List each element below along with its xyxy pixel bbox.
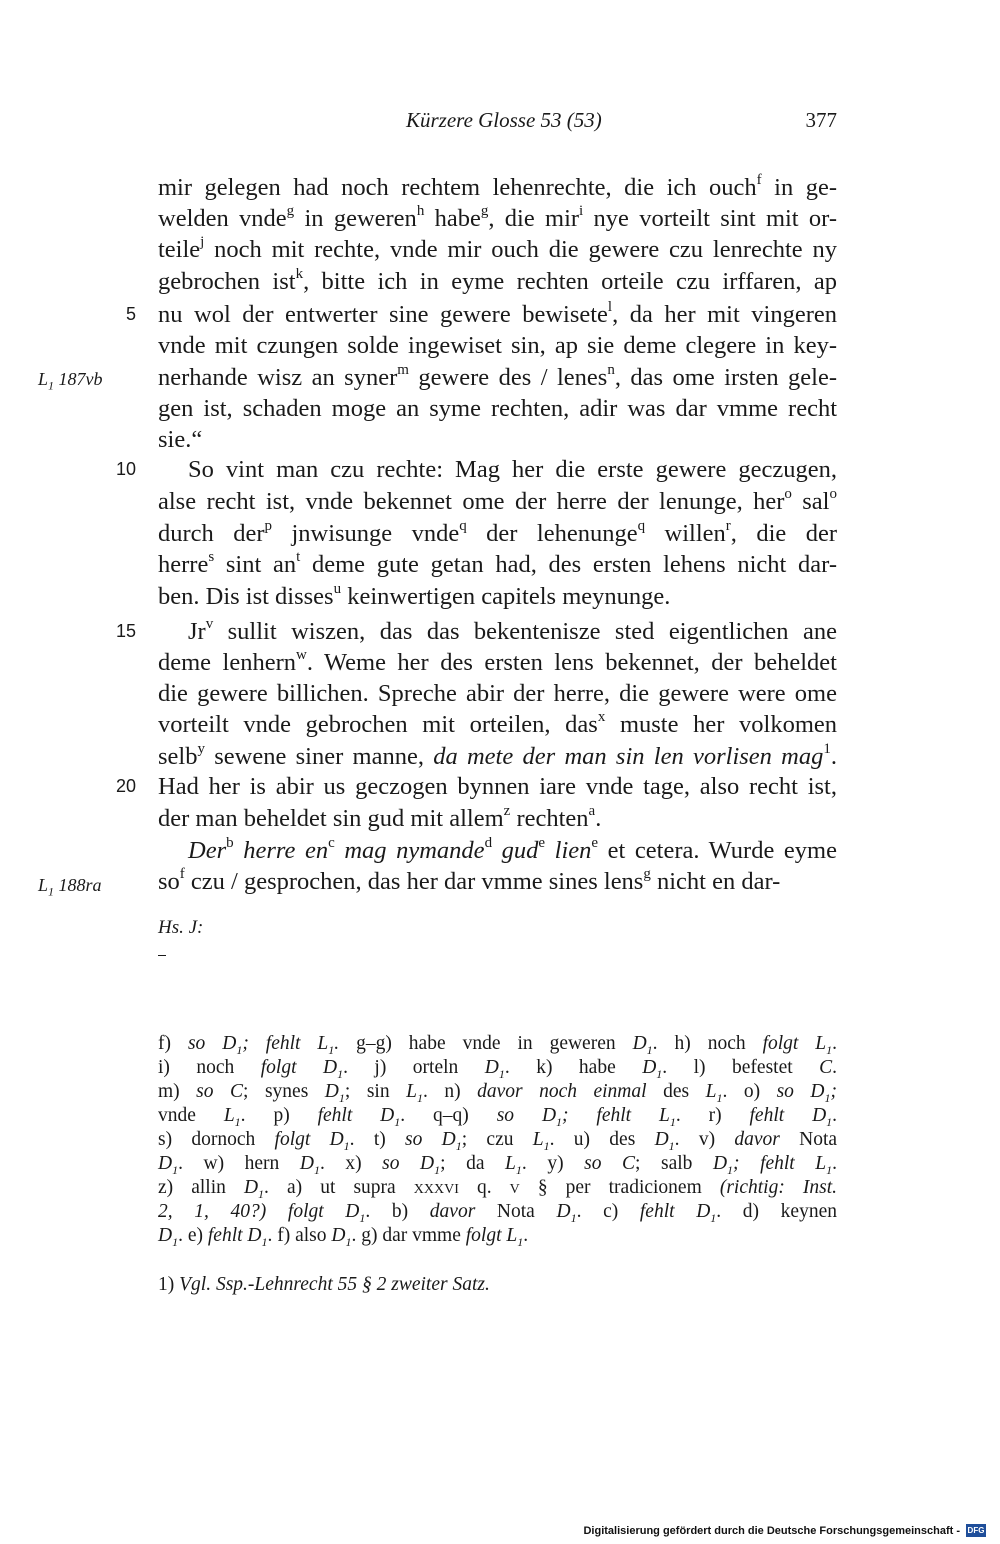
text-line: alse recht ist, vnde bekennet ome der herre der lenunge, her$^o$ sal$^o$ [158,485,837,515]
page-number: 377 [805,108,837,132]
text-line: der man beheldet sin gud mit allem$^z$ rechten$^a$. [158,802,602,832]
text-line: $so^f$ czu / gesprochen, das her dar vmme sines lens$^g$ nicht en dar- [158,865,781,895]
apparatus-line: m) so C; synes $D_1$; $\sin L_1$. n) davor noch einmal des $L_1$. o) so $D_1$; [158,1081,838,1105]
text-line: Had her is abir us geczogen bynnen iare vnde tage, also recht ist, [158,773,837,800]
line-number: 5 [125,304,136,324]
manuscript-label: Hs. J: [158,917,204,938]
text-line: sie.“ [158,426,203,453]
text-line: Jr$^v$ sullit wiszen, das das bekentenisze sted eigentlichen ane [188,615,837,645]
text-line: welden vnde$^g$ in geweren$^h$ habe$^g$, die mir$^i$ nye vorteilt sint mit or- [158,202,837,232]
text-line: gen ist, schaden moge an syme rechten, adir was dar vmme recht [158,395,837,422]
text-line: nu wol der entwerter sine gewere bewisete$^l$, da her mit vingeren [158,298,837,328]
margin-folio-note: $L_1$ 187vb [38,369,103,393]
text-line: So vint man czu rechte: Mag her die erste gewere geczugen, [188,456,837,483]
text-line: nerhande wisz an syner$^m$ gewere des / lenes$^n$, das ome irsten gele- [158,361,838,391]
dfg-logo: DFG [967,1526,985,1535]
apparatus-line: $D_1$. e) fehlt $D_1$. f) also $D_1$. g) dar vmme folgt $L_1$. [158,1225,529,1249]
text-line: mir gelegen had noch rechtem lehenrechte, die ich ouch$^f$ in ge- [158,171,837,201]
margin-folio-note: $L_1$ 188ra [38,875,102,899]
text-line: gebrochen ist$^k$, bitte ich in eyme rechten orteile czu irffaren, ap [158,265,838,295]
running-header-title: Kürzere Glosse 53 (53) [406,108,602,132]
apparatus-line: s) dornoch folgt $D_1$. t) so $D_1$; czu $L_1$. u) des $D_1$. v) davor Nota [158,1129,838,1153]
text-line: deme lenhern$^w$. Weme her des ersten lens bekennet, der beheldet [158,646,837,676]
apparatus-line: $D_1$. w) hern $D_1$. x) so $D_1$; da $L_1$. y) so C; salb $D_1$; fehlt $L_1$. [158,1153,837,1177]
text-line: ben. Dis ist disses$^u$ keinwertigen capitels meynunge. [158,580,671,610]
text-line: herre$^s$ sint $an^t$ deme gute getan had, des ersten lehens nicht dar- [158,548,837,578]
text-line: selb$^y$ sewene siner manne, da mete der man sin len vorlisen mag$^1$. [158,740,837,770]
footnote-number: 1) [158,1274,180,1295]
footnote-text: Vgl. Ssp.-Lehnrecht 55 § 2 zweiter Satz. [179,1274,490,1295]
text-line: die gewere billichen. Spreche abir der herre, die gewere were ome [158,680,837,707]
text-line: vorteilt vnde gebrochen mit orteilen, das$^x$ muste her volkomen [158,708,837,738]
footnote [158,1272,490,1298]
line-number: 15 [115,621,136,641]
apparatus-line: i) noch folgt $D_1$. j) orteln $D_1$. k) habe $D_1$. l) befestet C. [158,1057,838,1081]
line-number: 10 [115,459,136,479]
text-line: durch der$^p$ jnwisunge vnde$^q$ der lehenunge$^q$ willen$^r$, die der [158,517,837,547]
text-line: Der$^b$ herre $en^c$ mag nymande$^d$ gud$^e$ lien$^e$ et cetera. Wurde eyme [188,834,837,864]
line-number: 20 [115,776,136,796]
apparatus-line: vnde $L_1$. p) fehlt $D_1$. q–q) so $D_1$; fehlt $L_1$. r) fehlt $D_1$. [158,1105,838,1129]
apparatus-line: z) allin $D_1$. a) ut supra xxxvi q. v § per tradicionem (richtig: Inst. [158,1177,838,1201]
text-line: vnde mit czungen solde ingewiset sin, ap sie deme clegere in key- [158,332,837,359]
text-line: teile$^j$ noch mit rechte, vnde mir ouch die gewere czu lenrechte ny [158,233,837,263]
apparatus-line: 2, 1, 40?) folgt $D_1$. b) davor Nota $D_1$. c) fehlt $D_1$. d) keynen [158,1201,837,1225]
separator-dash [158,955,166,956]
apparatus-line: f) so $D_1$; fehlt $L_1$. g–g) habe vnde in geweren $D_1$. h) noch folgt $L_1$. [158,1033,838,1057]
digitization-credit: Digitalisierung gefördert durch die Deutsche Forschungsgemeinschaft - [583,1525,960,1537]
